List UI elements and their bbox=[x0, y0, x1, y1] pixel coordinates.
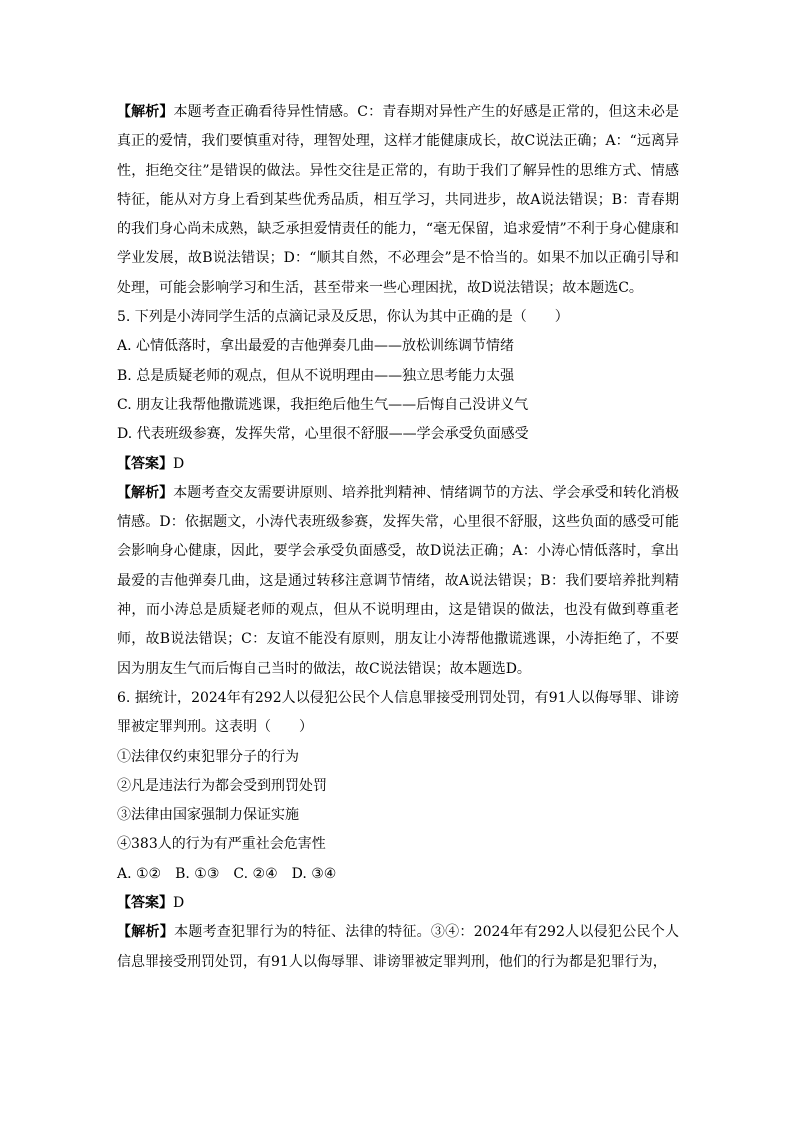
question-5-option-d: D. 代表班级参赛，发挥失常，心里很不舒服——学会承受负面感受 bbox=[117, 426, 529, 443]
question-6-statement-3: ③法律由国家强制力保证实施 bbox=[117, 807, 299, 824]
analysis-label: 【解析】 bbox=[117, 104, 174, 120]
question-6-statement-4: ④383人的行为有严重社会危害性 bbox=[117, 836, 326, 853]
question-6-answer bbox=[117, 889, 679, 918]
question-6-statement-2: ②凡是违法行为都会受到刑罚处罚 bbox=[117, 777, 327, 794]
question-6-statement-1: ①法律仅约束犯罪分子的行为 bbox=[117, 748, 299, 765]
question-5-option-b: B. 总是质疑老师的观点，但从不说明理由——独立思考能力太强 bbox=[117, 367, 515, 384]
question-5-answer bbox=[117, 450, 679, 479]
analysis-paragraph-q5 bbox=[117, 479, 679, 684]
page-content bbox=[117, 98, 679, 977]
analysis-paragraph-q4 bbox=[117, 98, 679, 303]
analysis-label: 【解析】 bbox=[117, 924, 175, 941]
analysis-text: 本题考查犯罪行为的特征、法律的特征。③④：2024年有292人以侵犯公民个人信息罪接受刑罚处罚，有91人以侮辱罪、诽谤罪被定罪判刑，他们的行为都是犯罪行为， bbox=[117, 924, 679, 970]
answer-value: D bbox=[173, 455, 185, 472]
analysis-text: 本题考查正确看待异性情感。C：青春期对异性产生的好感是正常的，但这未必是真正的爱情，我们要慎重对待，理智处理，这样才能健康成长，故C说法正确；A：“远离异性，拒绝交往”是错误的做法。异性交往是正常的，有助于我们了解异性的思维方式、情感特征，能从对方身上看到某些优秀品质，相互学习，共同进步，故A说法错误；B：青春期的我们身心尚未成熟，缺乏承担爱情责任的能力，“毫无保留，追求爱情”不利于身心健康和学业发展，故B说法错误；D：“顺其自然，不必理会”是不恰当的。如果不加以正确引导和处理，可能会影响学习和生活，甚至带来一些心理困扰，故D说法错误；故本题选C。 bbox=[117, 104, 679, 296]
answer-value: D bbox=[173, 895, 185, 912]
question-6-choices: A. ①② B. ①③ C. ②④ D. ③④ bbox=[117, 865, 337, 882]
analysis-label: 【解析】 bbox=[117, 484, 174, 501]
question-5-option-c: C. 朋友让我帮他撒谎逃课，我拒绝后他生气——后悔自己没讲义气 bbox=[117, 396, 529, 413]
question-5-stem: 5. 下列是小涛同学生活的点滴记录及反思，你认为其中正确的是（ ） bbox=[117, 309, 569, 326]
analysis-paragraph-q6 bbox=[117, 918, 679, 977]
answer-label: 【答案】 bbox=[117, 455, 173, 472]
question-5-option-a: A. 心情低落时，拿出最爱的吉他弹奏几曲——放松训练调节情绪 bbox=[117, 338, 515, 355]
analysis-text: 本题考查交友需要讲原则、培养批判精神、情绪调节的方法、学会承受和转化消极情感。D：依据题文，小涛代表班级参赛，发挥失常，心里很不舒服，这些负面的感受可能会影响身心健康，因此，要学会承受负面感受，故D说法正确；A：小涛心情低落时，拿出最爱的吉他弹奏几曲，这是通过转移注意调节情绪，故A说法错误；B：我们要培养批判精神，而小涛总是质疑老师的观点，但从不说明理由，这是错误的做法，也没有做到尊重老师，故B说法错误；C：友谊不能没有原则，朋友让小涛帮他撒谎逃课，小涛拒绝了，不要因为朋友生气而后悔自己当时的做法，故C说法错误；故本题选D。 bbox=[117, 484, 680, 677]
question-6-stem: 6. 据统计，2024年有292人以侵犯公民个人信息罪接受刑罚处罚，有91人以侮辱罪、诽谤罪被定罪判刑。这表明（ ） bbox=[117, 689, 679, 736]
answer-label: 【答案】 bbox=[117, 895, 173, 912]
